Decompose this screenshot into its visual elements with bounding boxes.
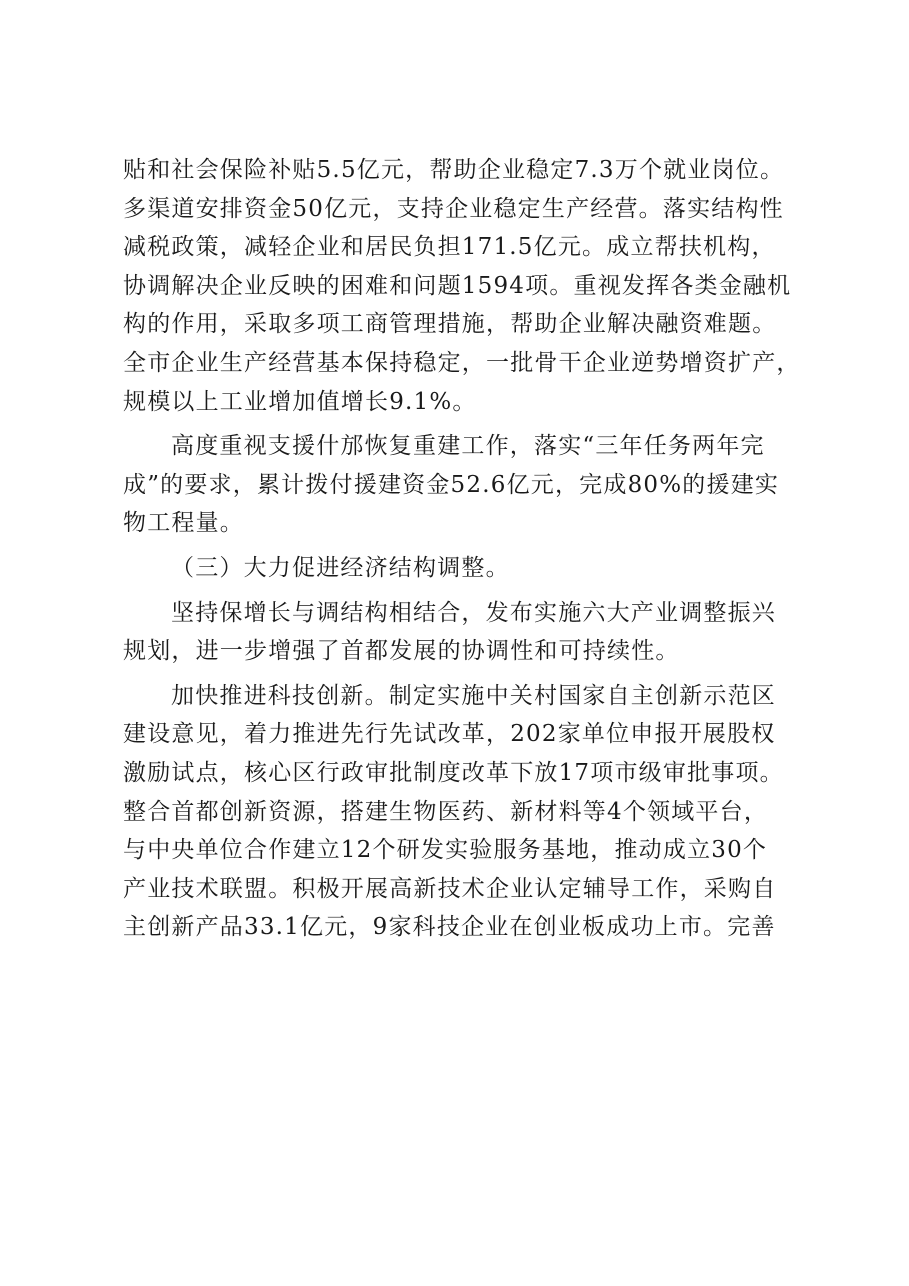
text-line: 全市企业生产经营基本保持稳定，一批骨干企业逆势增资扩产， <box>123 349 801 376</box>
paragraph-reconstruction <box>123 427 798 543</box>
text-line: 规划，进一步增强了首都发展的协调性和可持续性。 <box>123 638 680 665</box>
text-line: 减税政策，减轻企业和居民负担171.5亿元。成立帮扶机构， <box>123 234 776 261</box>
text-line: 加快推进科技创新。制定实施中关村国家自主创新示范区 <box>171 682 776 709</box>
text-line: 产业技术联盟。积极开展高新技术企业认定辅导工作，采购自 <box>123 875 777 902</box>
document-body <box>123 151 801 947</box>
text-line: 与中央单位合作建立12个研发实验服务基地，推动成立30个 <box>123 837 768 864</box>
text-line: 成”的要求，累计拨付援建资金52.6亿元，完成80%的援建实 <box>123 471 780 498</box>
text-line: 物工程量。 <box>123 510 244 537</box>
section-heading-text: （三）大力促进经济结构调整。 <box>171 554 510 581</box>
text-line: 规模以上工业增加值增长9.1%。 <box>123 388 477 415</box>
paragraph-tech-innovation <box>123 677 798 947</box>
text-line: 坚持保增长与调结构相结合，发布实施六大产业调整振兴 <box>171 599 776 626</box>
text-line: 整合首都创新资源，搭建生物医药、新材料等4个领域平台， <box>123 798 769 825</box>
text-line: 激励试点，核心区行政审批制度改革下放17项市级审批事项。 <box>123 759 784 786</box>
text-line: 协调解决企业反映的困难和问题1594项。重视发挥各类金融机 <box>123 272 792 299</box>
text-line: 高度重视支援什邡恢复重建工作，落实“三年任务两年完 <box>171 433 765 460</box>
text-line: 主创新产品33.1亿元，9家科技企业在创业板成功上市。完善 <box>123 914 776 941</box>
text-line: 构的作用，采取多项工商管理措施，帮助企业解决融资难题。 <box>123 311 777 338</box>
section-heading <box>123 549 798 588</box>
text-line: 多渠道安排资金50亿元，支持企业稳定生产经营。落实结构性 <box>123 195 784 222</box>
paragraph-employment-support <box>123 151 801 421</box>
text-line: 贴和社会保险补贴5.5亿元，帮助企业稳定7.3万个就业岗位。 <box>123 157 785 183</box>
paragraph-structure-adjustment <box>123 594 798 671</box>
text-line: 建设意见，着力推进先行先试改革，202家单位申报开展股权 <box>123 721 776 748</box>
